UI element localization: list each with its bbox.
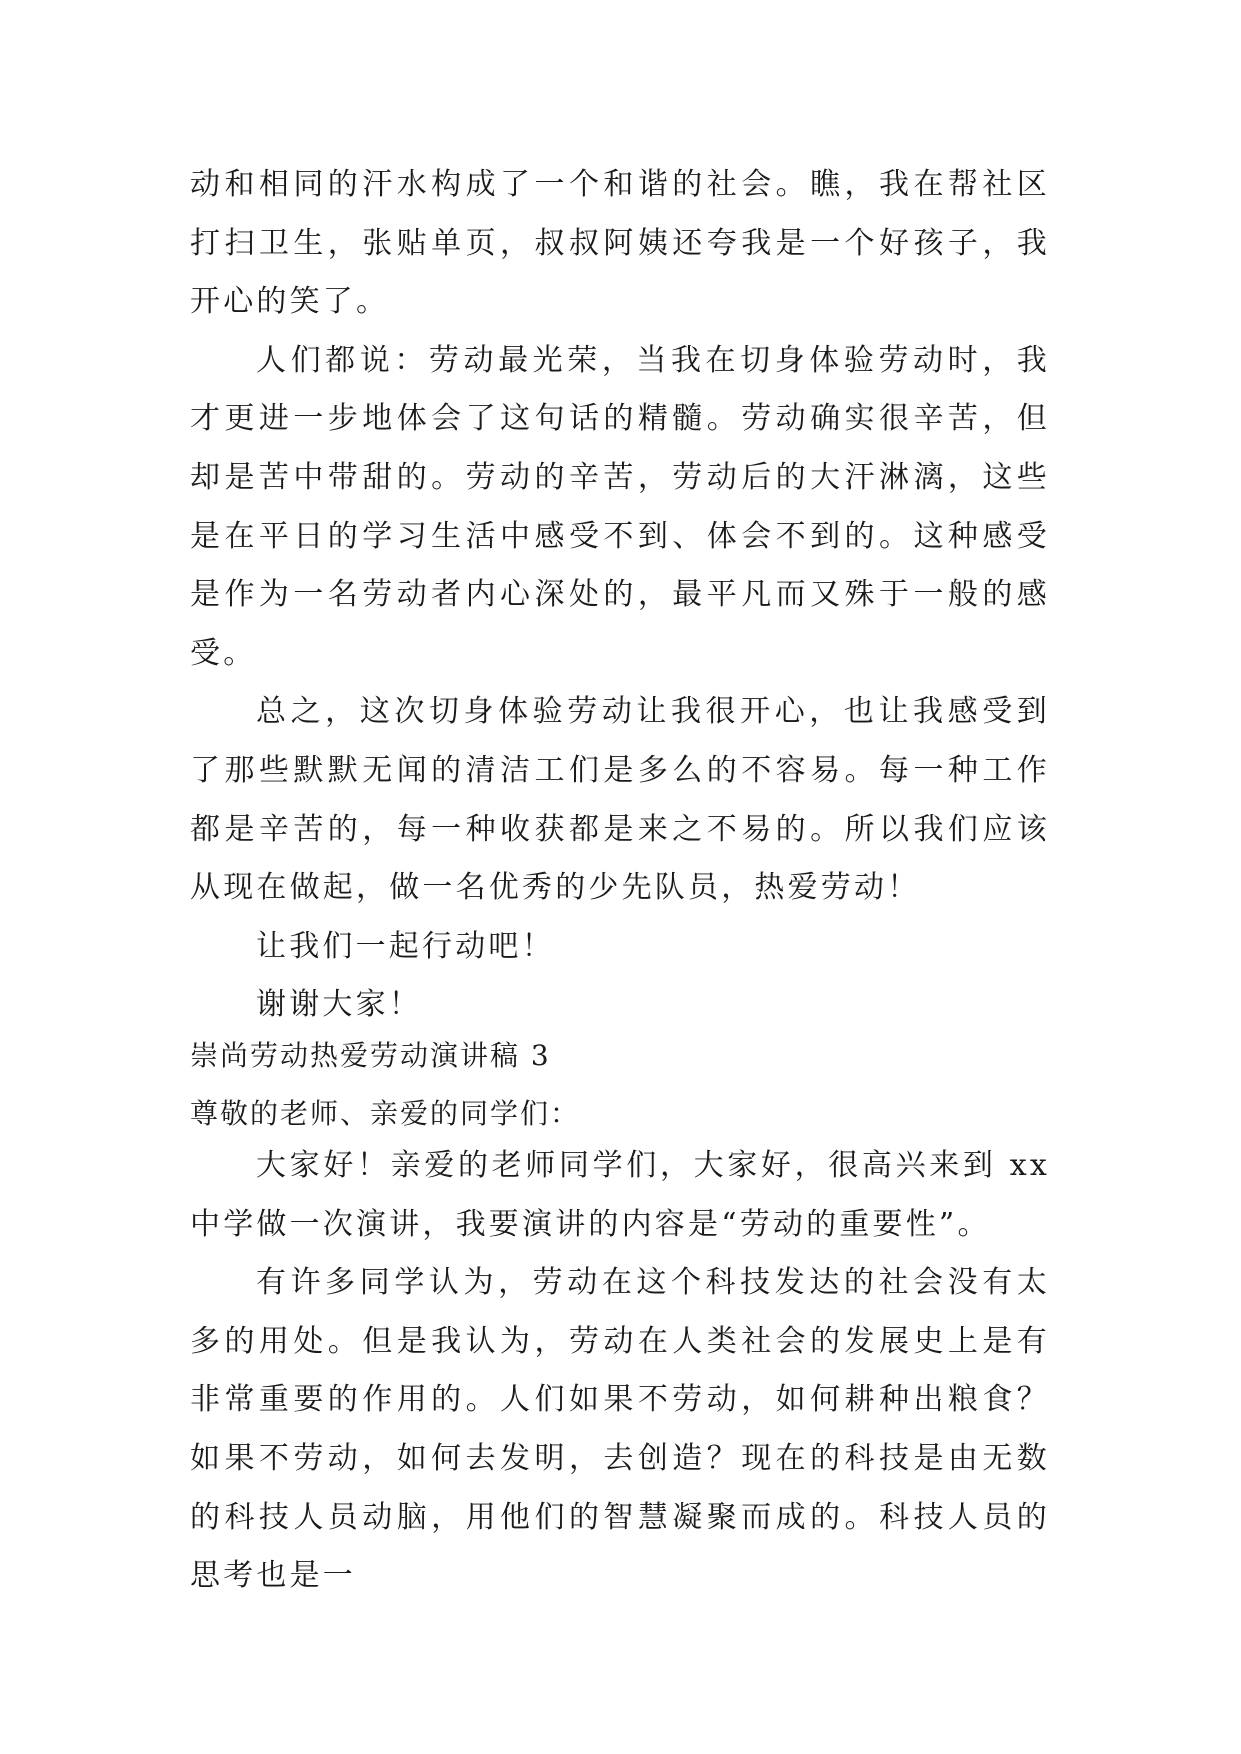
paragraph-thanks: 谢谢大家！ bbox=[256, 987, 422, 1023]
paragraph-conclusion: 总之，这次切身体验劳动让我很开心，也让我感受到了那些默默无闻的清洁工们是多么的不容易。每一种工作都是辛苦的，每一种收获都是来之不易的。所以我们应该从现在做起，做一名优秀的少先队员，热爱劳动！ bbox=[190, 694, 1050, 906]
paragraph-opening: 大家好！亲爱的老师同学们，大家好，很高兴来到 xx 中学做一次演讲，我要演讲的内容是“劳动的重要性”。 bbox=[190, 1148, 1050, 1242]
paragraph-continued: 动和相同的汗水构成了一个和谐的社会。瞧，我在帮社区打扫卫生，张贴单页，叔叔阿姨还夸我是一个好孩子，我开心的笑了。 bbox=[190, 167, 1050, 320]
body-text-bottom bbox=[190, 1137, 1050, 1606]
paragraph-labor-glory: 人们都说：劳动最光荣，当我在切身体验劳动时，我才更进一步地体会了这句话的精髓。劳动确实很辛苦，但却是苦中带甜的。劳动的辛苦，劳动后的大汗淋漓，这些是在平日的学习生活中感受不到、体会不到的。这种感受是作为一名劳动者内心深处的，最平凡而又殊于一般的感受。 bbox=[190, 342, 1050, 671]
section-title: 崇尚劳动热爱劳动演讲稿 3 bbox=[190, 1039, 551, 1072]
paragraph-importance: 有许多同学认为，劳动在这个科技发达的社会没有太多的用处。但是我认为，劳动在人类社会的发展史上是有非常重要的作用的。人们如果不劳动，如何耕种出粮食？如果不劳动，如何去发明，去创造？现在的科技是由无数的科技人员动脑，用他们的智慧凝聚而成的。科技人员的思考也是一 bbox=[190, 1265, 1050, 1594]
greeting-line: 尊敬的老师、亲爱的同学们： bbox=[190, 1097, 581, 1130]
body-text-top bbox=[190, 156, 1050, 1035]
paragraph-call-to-action: 让我们一起行动吧！ bbox=[256, 928, 555, 964]
